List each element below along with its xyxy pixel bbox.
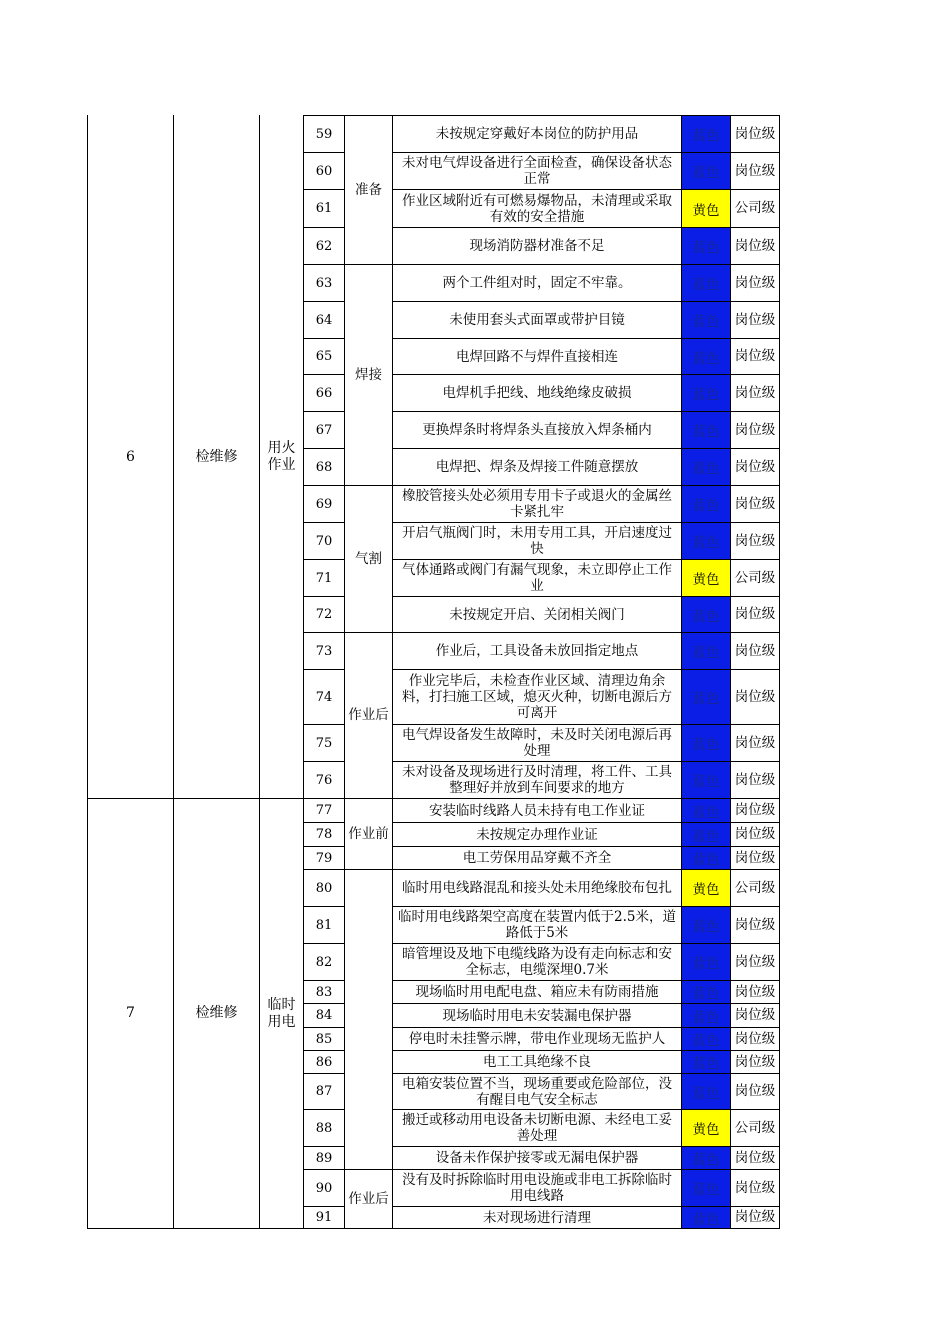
row-divider xyxy=(392,374,780,375)
control-level: 岗位级 xyxy=(734,802,776,818)
row-divider xyxy=(392,822,780,823)
row-divider xyxy=(392,943,780,944)
row-divider xyxy=(303,906,345,907)
hazard-description: 开启气瓶阀门时，未用专用工具，开启速度过快 xyxy=(402,525,672,557)
control-level: 岗位级 xyxy=(734,688,776,705)
risk-color-badge: 蓝色 xyxy=(682,1028,730,1050)
hazard-description: 电箱安装位置不当，现场重要或危险部位，没有醒目电气安全标志 xyxy=(402,1075,672,1108)
row-divider xyxy=(303,1073,345,1074)
hazard-description: 安装临时线路人员未持有电工作业证 xyxy=(429,802,645,819)
row-divider xyxy=(303,846,345,847)
risk-color-badge: 蓝色 xyxy=(682,597,730,632)
stage-divider xyxy=(303,869,780,870)
hazard-description: 橡胶管接头处必须用专用卡子或退火的金属丝卡紧扎牢 xyxy=(402,488,672,520)
hazard-description: 搬迁或移动用电设备未切断电源、未经电工妥善处理 xyxy=(402,1112,672,1144)
stage-divider xyxy=(303,1169,780,1170)
grid-line xyxy=(259,115,260,1229)
table-border-bottom xyxy=(87,1228,780,1229)
row-number: 82 xyxy=(315,954,333,970)
row-divider xyxy=(392,189,780,190)
row-number: 84 xyxy=(315,1008,333,1023)
control-level: 岗位级 xyxy=(734,953,776,970)
row-number: 67 xyxy=(315,422,333,438)
row-divider xyxy=(392,669,780,670)
row-divider xyxy=(303,1027,345,1028)
row-divider xyxy=(392,559,780,560)
control-level: 岗位级 xyxy=(734,771,776,788)
group-number: 6 xyxy=(126,448,135,465)
table-border-left xyxy=(87,115,88,1229)
row-divider xyxy=(303,1003,345,1004)
hazard-description: 暗管埋设及地下电缆线路为设有走向标志和安全标志，电缆深埋0.7米 xyxy=(402,946,672,978)
table-border-right xyxy=(779,115,780,1229)
row-number: 85 xyxy=(315,1031,333,1047)
risk-color-badge: 蓝色 xyxy=(682,1207,730,1228)
control-level: 岗位级 xyxy=(734,495,776,512)
hazard-description: 没有及时拆除临时用电设施或非电工拆除临时用电线路 xyxy=(402,1172,672,1204)
row-divider xyxy=(303,522,345,523)
control-level: 岗位级 xyxy=(734,162,776,179)
risk-color-badge: 蓝色 xyxy=(682,725,730,761)
control-level: 岗位级 xyxy=(734,849,776,866)
stage-cell: 气割 xyxy=(355,550,382,567)
row-number: 73 xyxy=(315,643,333,659)
group-divider xyxy=(87,798,780,799)
hazard-description: 气体通路或阀门有漏气现象，未立即停止工作业 xyxy=(402,562,672,594)
stage-cell: 作业后 xyxy=(348,1190,389,1207)
row-divider xyxy=(392,846,780,847)
control-level: 公司级 xyxy=(734,879,776,896)
control-level: 岗位级 xyxy=(734,916,776,933)
stage-cell: 作业后 xyxy=(348,707,389,723)
risk-color-badge: 蓝色 xyxy=(682,116,730,152)
group-activity: 用火作业 xyxy=(267,440,296,473)
stage-divider xyxy=(303,264,780,265)
control-level: 岗位级 xyxy=(734,125,776,142)
risk-color-badge: 蓝色 xyxy=(682,228,730,264)
stage-cell: 作业前 xyxy=(348,825,389,842)
row-divider xyxy=(392,1146,780,1147)
risk-color-badge: 黄色 xyxy=(682,1110,730,1146)
hazard-description: 电工劳保用品穿戴不齐全 xyxy=(462,850,612,866)
hazard-description: 现场临时用电未安装漏电保护器 xyxy=(442,1007,632,1024)
row-number: 86 xyxy=(315,1054,333,1070)
risk-color-badge: 蓝色 xyxy=(682,1051,730,1073)
row-divider xyxy=(303,301,345,302)
risk-color-badge: 蓝色 xyxy=(682,944,730,980)
row-divider xyxy=(303,152,345,153)
row-number: 63 xyxy=(315,275,333,291)
row-number: 81 xyxy=(315,917,333,933)
row-number: 70 xyxy=(315,533,333,549)
row-divider xyxy=(303,559,345,560)
control-level: 岗位级 xyxy=(734,734,776,751)
row-divider xyxy=(303,338,345,339)
risk-color-badge: 蓝色 xyxy=(682,412,730,448)
control-level: 岗位级 xyxy=(734,1179,776,1196)
risk-color-badge: 蓝色 xyxy=(682,1074,730,1109)
grid-line xyxy=(344,115,345,1229)
risk-color-badge: 蓝色 xyxy=(682,339,730,374)
row-divider xyxy=(392,448,780,449)
control-level: 公司级 xyxy=(734,200,776,216)
row-number: 60 xyxy=(315,163,333,179)
group-category: 检维修 xyxy=(195,1005,238,1021)
control-level: 岗位级 xyxy=(734,1007,776,1023)
row-divider xyxy=(392,1109,780,1110)
row-divider xyxy=(303,724,345,725)
risk-color-badge: 黄色 xyxy=(682,870,730,906)
risk-color-badge: 蓝色 xyxy=(682,762,730,798)
hazard-description: 未按规定开启、关闭相关阀门 xyxy=(449,606,625,623)
hazard-description: 临时用电线路混乱和接头处未用绝缘胶布包扎 xyxy=(402,880,672,896)
row-number: 64 xyxy=(315,312,333,328)
hazard-description: 未使用套头式面罩或带护目镜 xyxy=(449,312,625,328)
hazard-description: 未对电气焊设备进行全面检查，确保设备状态正常 xyxy=(402,155,672,187)
row-number: 69 xyxy=(315,496,333,512)
risk-color-badge: 蓝色 xyxy=(682,1147,730,1169)
control-level: 岗位级 xyxy=(734,1209,776,1225)
row-divider xyxy=(392,1050,780,1051)
row-divider xyxy=(392,227,780,228)
grid-line xyxy=(303,115,304,1229)
risk-color-badge: 蓝色 xyxy=(682,265,730,301)
row-number: 75 xyxy=(315,735,333,751)
hazard-description: 停电时未挂警示牌，带电作业现场无监护人 xyxy=(408,1031,666,1047)
row-number: 74 xyxy=(315,689,333,705)
row-divider xyxy=(303,1050,345,1051)
hazard-description: 未按规定穿戴好本岗位的防护用品 xyxy=(435,126,639,142)
row-number: 88 xyxy=(315,1120,333,1136)
hazard-description: 未对现场进行清理 xyxy=(483,1209,591,1226)
row-number: 83 xyxy=(315,984,333,1000)
row-number: 71 xyxy=(315,570,333,586)
hazard-description: 电焊把、焊条及焊接工件随意摆放 xyxy=(435,459,639,475)
grid-line xyxy=(392,115,393,1229)
row-divider xyxy=(303,943,345,944)
row-divider xyxy=(392,338,780,339)
stage-cell xyxy=(345,870,392,1169)
control-level: 岗位级 xyxy=(734,642,776,659)
row-number: 76 xyxy=(315,772,333,788)
row-divider xyxy=(303,227,345,228)
row-divider xyxy=(392,411,780,412)
control-level: 岗位级 xyxy=(734,1030,776,1047)
hazard-description: 电焊机手把线、地线绝缘皮破损 xyxy=(442,385,632,401)
row-divider xyxy=(392,301,780,302)
row-divider xyxy=(392,152,780,153)
row-number: 91 xyxy=(315,1210,333,1225)
row-divider xyxy=(303,822,345,823)
hazard-description: 未对设备及现场进行及时清理，将工件、工具整理好并放到车间要求的地方 xyxy=(402,764,672,796)
row-number: 68 xyxy=(315,459,333,475)
row-number: 89 xyxy=(315,1150,333,1166)
risk-color-badge: 蓝色 xyxy=(682,523,730,559)
control-level: 公司级 xyxy=(734,1119,776,1136)
stage-cell: 焊接 xyxy=(355,366,382,383)
group-number: 7 xyxy=(126,1005,135,1021)
row-divider xyxy=(303,980,345,981)
hazard-description: 更换焊条时将焊条头直接放入焊条桶内 xyxy=(422,422,652,438)
grid-line xyxy=(173,115,174,1229)
risk-color-badge: 蓝色 xyxy=(682,1004,730,1027)
row-number: 72 xyxy=(315,607,333,622)
grid-line xyxy=(681,115,682,1229)
risk-color-badge: 蓝色 xyxy=(682,153,730,189)
risk-color-badge: 黄色 xyxy=(682,190,730,227)
row-divider xyxy=(303,596,345,597)
row-divider xyxy=(303,1109,345,1110)
table-border-top xyxy=(303,115,780,116)
risk-color-badge: 蓝色 xyxy=(682,847,730,869)
row-divider xyxy=(303,1206,345,1207)
hazard-description: 电工工具绝缘不良 xyxy=(483,1054,591,1070)
risk-color-badge: 蓝色 xyxy=(682,981,730,1003)
row-divider xyxy=(392,1027,780,1028)
group-activity: 临时用电 xyxy=(267,996,296,1030)
row-number: 78 xyxy=(315,827,333,842)
row-divider xyxy=(303,448,345,449)
hazard-description: 未按规定办理作业证 xyxy=(476,826,598,843)
control-level: 岗位级 xyxy=(734,458,776,475)
risk-color-badge: 蓝色 xyxy=(682,670,730,724)
row-divider xyxy=(392,906,780,907)
control-level: 岗位级 xyxy=(734,1053,776,1070)
row-number: 59 xyxy=(315,126,333,142)
row-divider xyxy=(392,724,780,725)
control-level: 岗位级 xyxy=(734,1083,776,1099)
risk-color-badge: 蓝色 xyxy=(682,799,730,822)
control-level: 岗位级 xyxy=(734,532,776,549)
row-divider xyxy=(392,596,780,597)
row-divider xyxy=(303,1146,345,1147)
control-level: 岗位级 xyxy=(734,274,776,291)
hazard-description: 设备未作保护接零或无漏电保护器 xyxy=(435,1150,639,1166)
row-divider xyxy=(303,189,345,190)
row-divider xyxy=(392,1206,780,1207)
row-number: 66 xyxy=(315,385,333,401)
stage-cell: 准备 xyxy=(355,181,382,198)
risk-color-badge: 蓝色 xyxy=(682,823,730,846)
row-divider xyxy=(303,374,345,375)
risk-color-badge: 蓝色 xyxy=(682,302,730,338)
row-number: 61 xyxy=(315,201,333,216)
row-divider xyxy=(303,411,345,412)
row-number: 62 xyxy=(315,238,333,254)
hazard-description: 作业后，工具设备未放回指定地点 xyxy=(435,643,639,659)
control-level: 岗位级 xyxy=(734,311,776,328)
row-number: 77 xyxy=(315,803,333,818)
row-divider xyxy=(392,1073,780,1074)
row-number: 80 xyxy=(315,880,333,896)
hazard-description: 作业完毕后，未检查作业区域、清理边角余料，打扫施工区域，熄灭火种，切断电源后方可离开 xyxy=(402,673,672,721)
row-divider xyxy=(303,669,345,670)
row-number: 87 xyxy=(315,1084,333,1099)
risk-color-badge: 蓝色 xyxy=(682,907,730,943)
risk-color-badge: 蓝色 xyxy=(682,1170,730,1206)
row-divider xyxy=(303,761,345,762)
group-category: 检维修 xyxy=(195,448,238,465)
control-level: 岗位级 xyxy=(734,237,776,254)
hazard-description: 两个工件组对时，固定不牢靠。 xyxy=(442,275,632,291)
control-level: 岗位级 xyxy=(734,1149,776,1166)
row-divider xyxy=(392,522,780,523)
row-divider xyxy=(392,1003,780,1004)
stage-divider xyxy=(303,485,780,486)
row-number: 79 xyxy=(315,850,333,866)
grid-line xyxy=(730,115,731,1229)
control-level: 岗位级 xyxy=(734,348,776,364)
control-level: 岗位级 xyxy=(734,421,776,438)
hazard-description: 现场临时用电配电盘、箱应未有防雨措施 xyxy=(415,984,659,1000)
control-level: 岗位级 xyxy=(734,606,776,622)
row-number: 90 xyxy=(315,1180,333,1196)
hazard-description: 电气焊设备发生故障时，未及时关闭电源后再处理 xyxy=(402,727,672,759)
risk-color-badge: 蓝色 xyxy=(682,486,730,522)
hazard-description: 临时用电线路架空高度在装置内低于2.5米，道路低于5米 xyxy=(398,909,676,941)
risk-color-badge: 蓝色 xyxy=(682,633,730,669)
hazard-description: 电焊回路不与焊件直接相连 xyxy=(456,348,618,365)
risk-color-badge: 蓝色 xyxy=(682,375,730,411)
control-level: 岗位级 xyxy=(734,826,776,842)
control-level: 公司级 xyxy=(734,569,776,586)
stage-divider xyxy=(303,632,780,633)
hazard-description: 现场消防器材准备不足 xyxy=(469,238,605,254)
control-level: 岗位级 xyxy=(734,384,776,401)
hazard-description: 作业区域附近有可燃易爆物品，未清理或采取有效的安全措施 xyxy=(402,192,672,225)
risk-color-badge: 黄色 xyxy=(682,560,730,596)
row-number: 65 xyxy=(315,349,333,364)
risk-color-badge: 蓝色 xyxy=(682,449,730,485)
row-divider xyxy=(392,980,780,981)
row-divider xyxy=(392,761,780,762)
control-level: 岗位级 xyxy=(734,983,776,1000)
